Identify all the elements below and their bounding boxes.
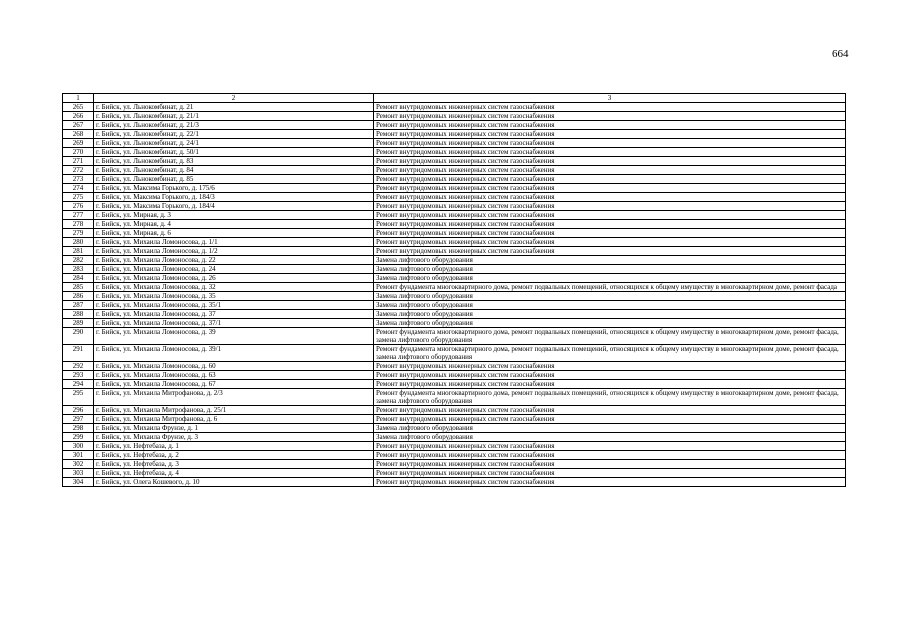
row-address: г. Бийск, ул. Михаила Ломоносова, д. 39 [94,328,374,345]
row-address: г. Бийск, ул. Льнокомбинат, д. 83 [94,157,374,166]
table-row [63,256,846,265]
row-work: Ремонт внутридомовых инженерных систем газоснабжения [374,211,846,220]
row-number: 266 [63,112,94,121]
row-work: Ремонт внутридомовых инженерных систем газоснабжения [374,451,846,460]
row-work: Ремонт внутридомовых инженерных систем газоснабжения [374,148,846,157]
row-number: 277 [63,211,94,220]
row-work: Ремонт внутридомовых инженерных систем газоснабжения [374,469,846,478]
row-address: г. Бийск, ул. Максима Горького, д. 175/6 [94,184,374,193]
table-row [63,433,846,442]
table-row [63,283,846,292]
page-number: 664 [832,48,849,60]
row-work: Ремонт внутридомовых инженерных систем газоснабжения [374,112,846,121]
table-row [63,229,846,238]
row-address: г. Бийск, ул. Михаила Митрофанова, д. 2/3 [94,389,374,406]
row-number: 276 [63,202,94,211]
table-row [63,345,846,362]
row-work: Замена лифтового оборудования [374,265,846,274]
row-address: г. Бийск, ул. Льнокомбинат, д. 21/3 [94,121,374,130]
table-row [63,112,846,121]
table-row [63,238,846,247]
row-work: Ремонт фундамента многоквартирного дома, ремонт подвальных помещений, относящихся к общему имуществу в многоквартирном доме, ремонт фасада, замена лифтового оборудования [374,328,846,345]
row-work: Ремонт внутридомовых инженерных систем газоснабжения [374,362,846,371]
row-address: г. Бийск, ул. Михаила Ломоносова, д. 35 [94,292,374,301]
row-number: 292 [63,362,94,371]
row-work: Ремонт внутридомовых инженерных систем газоснабжения [374,380,846,389]
row-work: Ремонт внутридомовых инженерных систем газоснабжения [374,121,846,130]
table-row [63,328,846,345]
row-number: 299 [63,433,94,442]
row-number: 273 [63,175,94,184]
row-work: Ремонт внутридомовых инженерных систем газоснабжения [374,415,846,424]
row-address: г. Бийск, ул. Мирная, д. 3 [94,211,374,220]
row-number: 284 [63,274,94,283]
row-address: г. Бийск, ул. Олега Кошевого, д. 10 [94,478,374,487]
row-address: г. Бийск, ул. Нефтебаза, д. 3 [94,460,374,469]
row-number: 281 [63,247,94,256]
table-row [63,247,846,256]
row-address: г. Бийск, ул. Михаила Ломоносова, д. 67 [94,380,374,389]
row-address: г. Бийск, ул. Мирная, д. 6 [94,229,374,238]
row-number: 269 [63,139,94,148]
table-body [63,103,846,487]
row-number: 297 [63,415,94,424]
row-work: Замена лифтового оборудования [374,301,846,310]
table-row [63,211,846,220]
row-work: Ремонт внутридомовых инженерных систем газоснабжения [374,247,846,256]
row-address: г. Бийск, ул. Михаила Митрофанова, д. 25/1 [94,406,374,415]
row-work: Ремонт внутридомовых инженерных систем газоснабжения [374,202,846,211]
table-row [63,103,846,112]
table-row [63,274,846,283]
table-row [63,406,846,415]
table-row [63,121,846,130]
table-row [63,175,846,184]
table-row [63,130,846,139]
row-number: 303 [63,469,94,478]
row-address: г. Бийск, ул. Льнокомбинат, д. 50/1 [94,148,374,157]
row-work: Ремонт внутридомовых инженерных систем газоснабжения [374,229,846,238]
column-header-1: 1 [63,94,94,103]
row-address: г. Бийск, ул. Михаила Ломоносова, д. 60 [94,362,374,371]
row-address: г. Бийск, ул. Михаила Ломоносова, д. 37/1 [94,319,374,328]
table-row [63,460,846,469]
row-address: г. Бийск, ул. Нефтебаза, д. 1 [94,442,374,451]
row-number: 267 [63,121,94,130]
row-work: Ремонт внутридомовых инженерных систем газоснабжения [374,371,846,380]
row-number: 278 [63,220,94,229]
row-address: г. Бийск, ул. Михаила Ломоносова, д. 35/1 [94,301,374,310]
table-row [63,220,846,229]
row-work: Ремонт внутридомовых инженерных систем газоснабжения [374,166,846,175]
row-address: г. Бийск, ул. Максима Горького, д. 184/4 [94,202,374,211]
row-work: Ремонт внутридомовых инженерных систем газоснабжения [374,478,846,487]
table-row [63,469,846,478]
row-address: г. Бийск, ул. Нефтебаза, д. 4 [94,469,374,478]
row-work: Замена лифтового оборудования [374,319,846,328]
row-number: 300 [63,442,94,451]
row-work: Замена лифтового оборудования [374,274,846,283]
row-work: Ремонт внутридомовых инженерных систем газоснабжения [374,130,846,139]
table-header-row [63,94,846,103]
row-address: г. Бийск, ул. Льнокомбинат, д. 22/1 [94,130,374,139]
table-row [63,424,846,433]
table-row [63,415,846,424]
row-work: Ремонт фундамента многоквартирного дома, ремонт подвальных помещений, относящихся к общему имуществу в многоквартирном доме, ремонт фасада, замена лифтового оборудования [374,345,846,362]
table-row [63,292,846,301]
row-address: г. Бийск, ул. Михаила Ломоносова, д. 1/1 [94,238,374,247]
row-number: 294 [63,380,94,389]
row-address: г. Бийск, ул. Михаила Ломоносова, д. 1/2 [94,247,374,256]
table-row [63,265,846,274]
table-row [63,478,846,487]
row-work: Ремонт фундамента многоквартирного дома, ремонт подвальных помещений, относящихся к общему имуществу в многоквартирном доме, ремонт фасада, замена лифтового оборудования [374,389,846,406]
row-address: г. Бийск, ул. Максима Горького, д. 184/3 [94,193,374,202]
row-work: Ремонт внутридомовых инженерных систем газоснабжения [374,460,846,469]
row-address: г. Бийск, ул. Михаила Ломоносова, д. 22 [94,256,374,265]
table-row [63,193,846,202]
row-work: Замена лифтового оборудования [374,292,846,301]
row-address: г. Бийск, ул. Льнокомбинат, д. 21/1 [94,112,374,121]
row-address: г. Бийск, ул. Льнокомбинат, д. 84 [94,166,374,175]
row-number: 275 [63,193,94,202]
table-row [63,319,846,328]
row-address: г. Бийск, ул. Михаила Ломоносова, д. 26 [94,274,374,283]
row-number: 282 [63,256,94,265]
row-address: г. Бийск, ул. Льнокомбинат, д. 21 [94,103,374,112]
row-number: 291 [63,345,94,362]
table-row [63,442,846,451]
row-address: г. Бийск, ул. Михаила Фрунзе, д. 1 [94,424,374,433]
table-row [63,371,846,380]
row-work: Ремонт внутридомовых инженерных систем газоснабжения [374,139,846,148]
row-number: 295 [63,389,94,406]
table-row [63,362,846,371]
row-number: 289 [63,319,94,328]
row-work: Ремонт внутридомовых инженерных систем газоснабжения [374,406,846,415]
table-row [63,166,846,175]
row-number: 268 [63,130,94,139]
table-row [63,184,846,193]
row-work: Ремонт внутридомовых инженерных систем газоснабжения [374,220,846,229]
row-number: 288 [63,310,94,319]
row-number: 271 [63,157,94,166]
table-row [63,380,846,389]
row-work: Ремонт внутридомовых инженерных систем газоснабжения [374,175,846,184]
row-address: г. Бийск, ул. Мирная, д. 4 [94,220,374,229]
row-address: г. Бийск, ул. Михаила Ломоносова, д. 63 [94,371,374,380]
table-row [63,451,846,460]
row-work: Замена лифтового оборудования [374,424,846,433]
column-header-3: 3 [374,94,846,103]
table-row [63,389,846,406]
row-address: г. Бийск, ул. Михаила Ломоносова, д. 32 [94,283,374,292]
row-address: г. Бийск, ул. Льнокомбинат, д. 85 [94,175,374,184]
row-address: г. Бийск, ул. Льнокомбинат, д. 24/1 [94,139,374,148]
row-number: 304 [63,478,94,487]
row-number: 298 [63,424,94,433]
row-number: 283 [63,265,94,274]
row-number: 302 [63,460,94,469]
row-number: 272 [63,166,94,175]
column-header-2: 2 [94,94,374,103]
row-work: Ремонт внутридомовых инженерных систем газоснабжения [374,157,846,166]
table-row [63,310,846,319]
row-work: Ремонт внутридомовых инженерных систем газоснабжения [374,184,846,193]
row-number: 270 [63,148,94,157]
row-number: 285 [63,283,94,292]
row-number: 279 [63,229,94,238]
row-work: Ремонт внутридомовых инженерных систем газоснабжения [374,103,846,112]
repair-table [62,93,846,487]
table-row [63,301,846,310]
table-row [63,202,846,211]
row-address: г. Бийск, ул. Михаила Ломоносова, д. 37 [94,310,374,319]
row-number: 265 [63,103,94,112]
row-work: Замена лифтового оборудования [374,256,846,265]
row-work: Ремонт внутридомовых инженерных систем газоснабжения [374,442,846,451]
row-number: 290 [63,328,94,345]
row-number: 280 [63,238,94,247]
row-work: Замена лифтового оборудования [374,310,846,319]
row-address: г. Бийск, ул. Михаила Ломоносова, д. 24 [94,265,374,274]
row-number: 301 [63,451,94,460]
row-work: Ремонт внутридомовых инженерных систем газоснабжения [374,193,846,202]
row-work: Замена лифтового оборудования [374,433,846,442]
row-work: Ремонт фундамента многоквартирного дома, ремонт подвальных помещений, относящихся к общему имуществу в многоквартирном доме, ремонт фасада [374,283,846,292]
row-address: г. Бийск, ул. Нефтебаза, д. 2 [94,451,374,460]
row-address: г. Бийск, ул. Михаила Ломоносова, д. 39/1 [94,345,374,362]
table-row [63,157,846,166]
row-number: 296 [63,406,94,415]
row-work: Ремонт внутридомовых инженерных систем газоснабжения [374,238,846,247]
table-row [63,148,846,157]
row-address: г. Бийск, ул. Михаила Митрофанова, д. 6 [94,415,374,424]
row-number: 286 [63,292,94,301]
row-number: 287 [63,301,94,310]
row-address: г. Бийск, ул. Михаила Фрунзе, д. 3 [94,433,374,442]
row-number: 293 [63,371,94,380]
row-number: 274 [63,184,94,193]
table-row [63,139,846,148]
